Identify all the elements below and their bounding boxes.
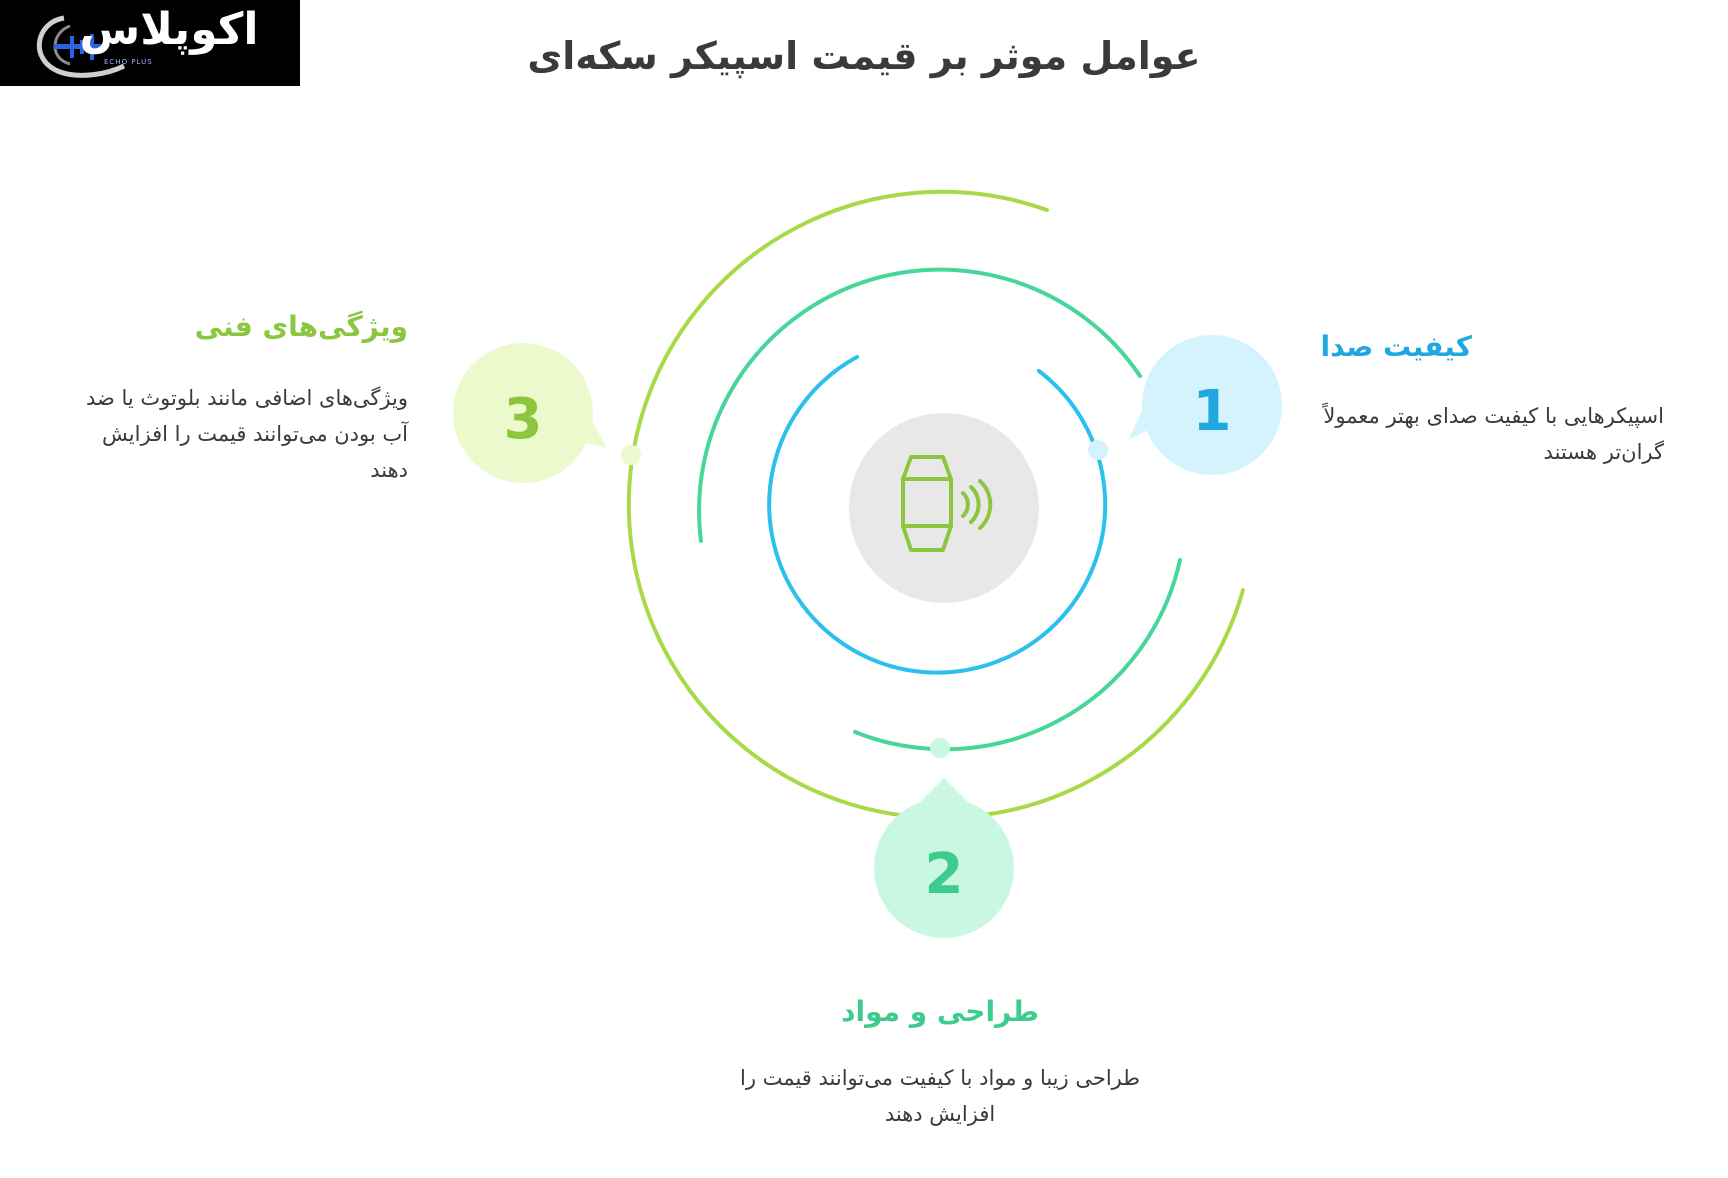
page-title: عوامل موثر بر قیمت اسپیکر سکه‌ای (527, 34, 1201, 78)
connector-dot-2 (930, 738, 950, 758)
bubble-1 (1128, 335, 1282, 475)
factor-1-heading: کیفیت صدا (1320, 330, 1472, 363)
factor-1-description: اسپیکرهایی با کیفیت صدای بهتر معمولاً گران‌تر هستند (1323, 404, 1664, 464)
factor-3-heading: ویژگی‌های فنی (194, 310, 408, 343)
bubble-3 (453, 343, 607, 483)
factor-2-description: طراحی زیبا و مواد با کیفیت می‌توانند قیمت را افزایش دهند (740, 1066, 1140, 1126)
center-circle (849, 413, 1039, 603)
factor-3-description: ویژگی‌های اضافی مانند بلوتوث یا ضد آب بودن می‌توانند قیمت را افزایش دهند (85, 386, 408, 482)
logo-brand-text: اکوپلاس (79, 4, 259, 55)
connector-dot-3 (621, 445, 641, 465)
logo-sub-text: ECHO PLUS (104, 58, 153, 66)
factor-2-heading: طراحی و مواد (841, 995, 1039, 1028)
bubble-2 (874, 778, 1014, 938)
connector-dot-1 (1088, 440, 1108, 460)
bubble-3-number: 3 (503, 387, 543, 452)
bubble-2-number: 2 (924, 842, 964, 907)
bubble-1-number: 1 (1192, 379, 1232, 444)
